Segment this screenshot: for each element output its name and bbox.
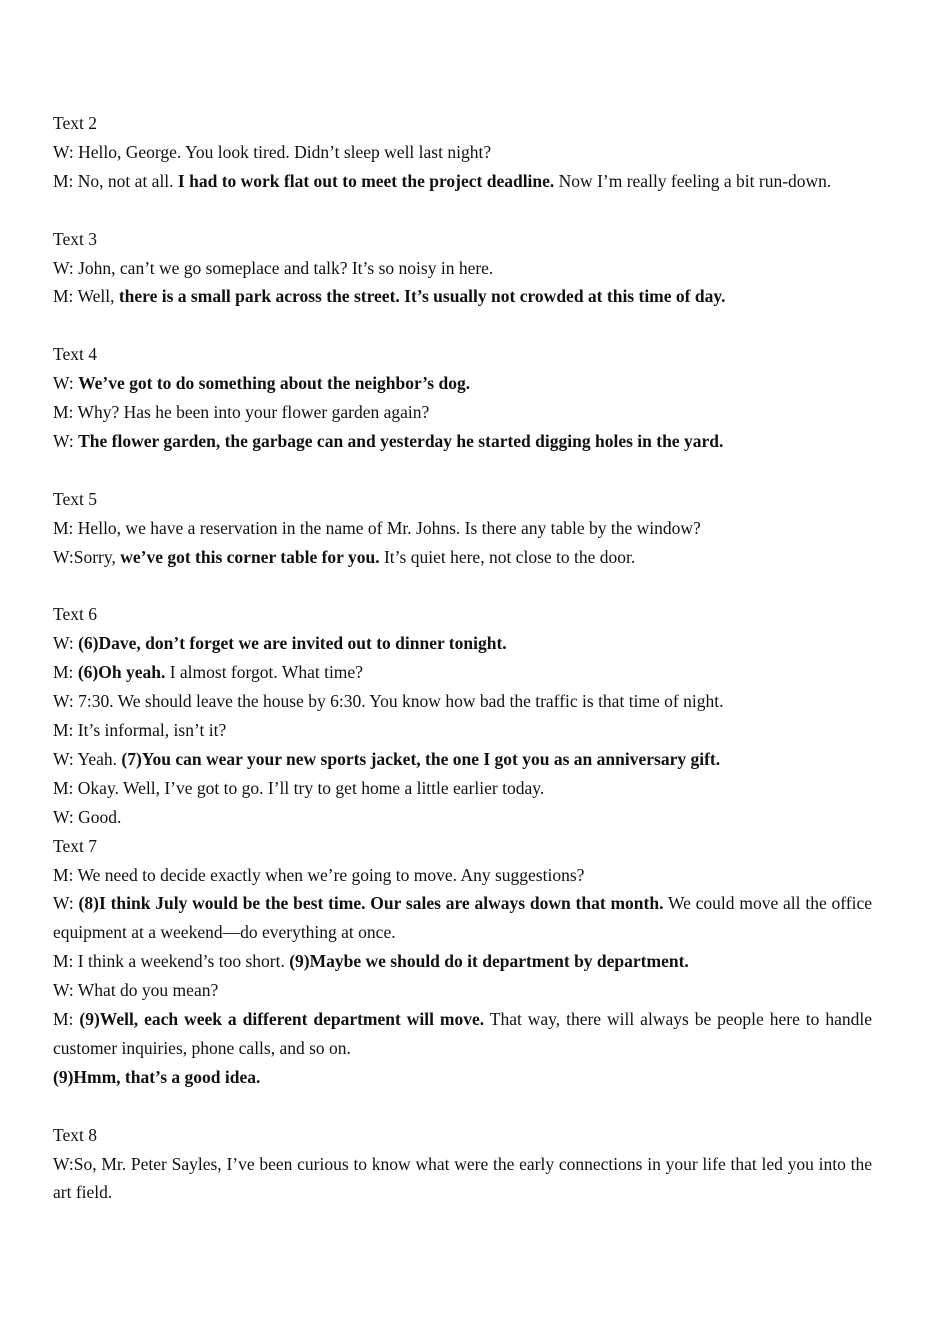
blank-line: [53, 1092, 872, 1121]
bold-segment: (7)You can wear your new sports jacket, the one I got you as an anniversary gift.: [121, 748, 721, 769]
text-segment: W: What do you mean?: [53, 980, 219, 1001]
dialogue-line: [53, 716, 872, 745]
text-segment: W: Yeah.: [53, 748, 122, 769]
section-title: Text 2: [53, 113, 97, 133]
dialogue-line: [53, 889, 872, 947]
dialogue-line: [53, 803, 872, 832]
text-segment: M: Why? Has he been into your flower garden again?: [53, 402, 430, 423]
section-title: Text 4: [53, 344, 97, 365]
text-segment: W: John, can’t we go someplace and talk? It’s so noisy in here.: [53, 257, 494, 278]
blank-line: [53, 196, 872, 225]
text-segment: M:: [53, 1009, 80, 1030]
text-segment: M:: [53, 662, 78, 683]
text-segment: M: No, not at all.: [53, 170, 178, 191]
dialogue-line: [53, 658, 872, 687]
bold-segment: The flower garden, the garbage can and yesterday he started digging holes in the yard.: [78, 430, 724, 451]
blank-line: [53, 456, 872, 485]
dialogue-line: [53, 398, 872, 427]
section-title: Text 7: [53, 835, 97, 856]
text-segment: W:: [53, 430, 79, 451]
text-segment: W: 7:30. We should leave the house by 6:30. You know how bad the traffic is that time of night.: [53, 691, 724, 712]
dialogue-line: [53, 861, 872, 890]
dialogue-line: [53, 1150, 872, 1208]
dialogue-line: [53, 282, 872, 311]
dialogue-line: [53, 427, 872, 456]
text-segment: W:: [53, 373, 79, 394]
text-segment: I almost forgot. What time?: [165, 662, 363, 683]
text-segment: W:So, Mr. Peter Sayles, I’ve been curious to know what were the early connections in your life that led you into the art field.: [53, 1153, 872, 1203]
text-segment: W:: [53, 633, 79, 654]
bold-segment: (6)Dave, don’t forget we are invited out to dinner tonight.: [78, 633, 507, 654]
text-segment: It’s quiet here, not close to the door.: [379, 546, 636, 567]
transcript-page: [53, 109, 872, 1207]
bold-segment: (8)I think July would be the best time. Our sales are always down that month.: [78, 893, 664, 914]
dialogue-line: [53, 629, 872, 658]
text-segment: M: Okay. Well, I’ve got to go. I’ll try to get home a little earlier today.: [53, 777, 545, 798]
dialogue-line: [53, 774, 872, 803]
text-segment: We could move all the office equipment at a weekend—do everything at once.: [53, 893, 872, 943]
text-segment: W: Hello, George. You look tired. Didn’t sleep well last night?: [53, 141, 492, 162]
text-segment: Now I’m really feeling a bit run-down.: [554, 170, 832, 191]
dialogue-line: [53, 167, 872, 196]
dialogue-line: [53, 138, 872, 167]
bold-segment: we’ve got this corner table for you.: [120, 546, 380, 567]
text-segment: M: We need to decide exactly when we’re going to move. Any suggestions?: [53, 864, 585, 885]
text-segment: M: Well,: [53, 286, 119, 307]
dialogue-line: [53, 976, 872, 1005]
bold-segment: there is a small park across the street. It’s usually not crowded at this time of day.: [118, 286, 726, 307]
section-title: Text 3: [53, 228, 97, 249]
text-segment: M: I think a weekend’s too short.: [53, 951, 290, 972]
dialogue-line: [53, 1005, 872, 1063]
dialogue-line: [53, 1063, 872, 1092]
section-title: Text 5: [53, 488, 97, 509]
bold-segment: We’ve got to do something about the neighbor’s dog.: [78, 373, 471, 394]
dialogue-line: [53, 745, 872, 774]
section-title: Text 6: [53, 604, 97, 625]
bold-segment: (9)Well, each week a different department will move.: [79, 1009, 485, 1030]
text-segment: That way, there will always be people here to handle customer inquiries, phone calls, and so on.: [53, 1009, 872, 1058]
bold-segment: (9)Maybe we should do it department by department.: [289, 951, 689, 972]
text-segment: M: It’s informal, isn’t it?: [53, 719, 227, 740]
dialogue-line: [53, 543, 872, 572]
bold-segment: (6)Oh yeah.: [77, 662, 166, 683]
dialogue-line: [53, 687, 872, 716]
dialogue-line: [53, 514, 872, 543]
dialogue-line: [53, 947, 872, 976]
text-segment: W:: [53, 893, 79, 914]
text-segment: W: Good.: [53, 806, 122, 827]
blank-line: [53, 311, 872, 340]
section-title: Text 8: [53, 1124, 97, 1145]
blank-line: [53, 571, 872, 600]
bold-segment: I had to work flat out to meet the project deadline.: [177, 170, 555, 191]
bold-segment: (9)Hmm, that’s a good idea.: [53, 1066, 261, 1087]
text-segment: W:Sorry,: [53, 546, 121, 567]
dialogue-line: [53, 254, 872, 283]
text-segment: M: Hello, we have a reservation in the name of Mr. Johns. Is there any table by the window?: [53, 517, 701, 538]
dialogue-line: [53, 369, 872, 398]
